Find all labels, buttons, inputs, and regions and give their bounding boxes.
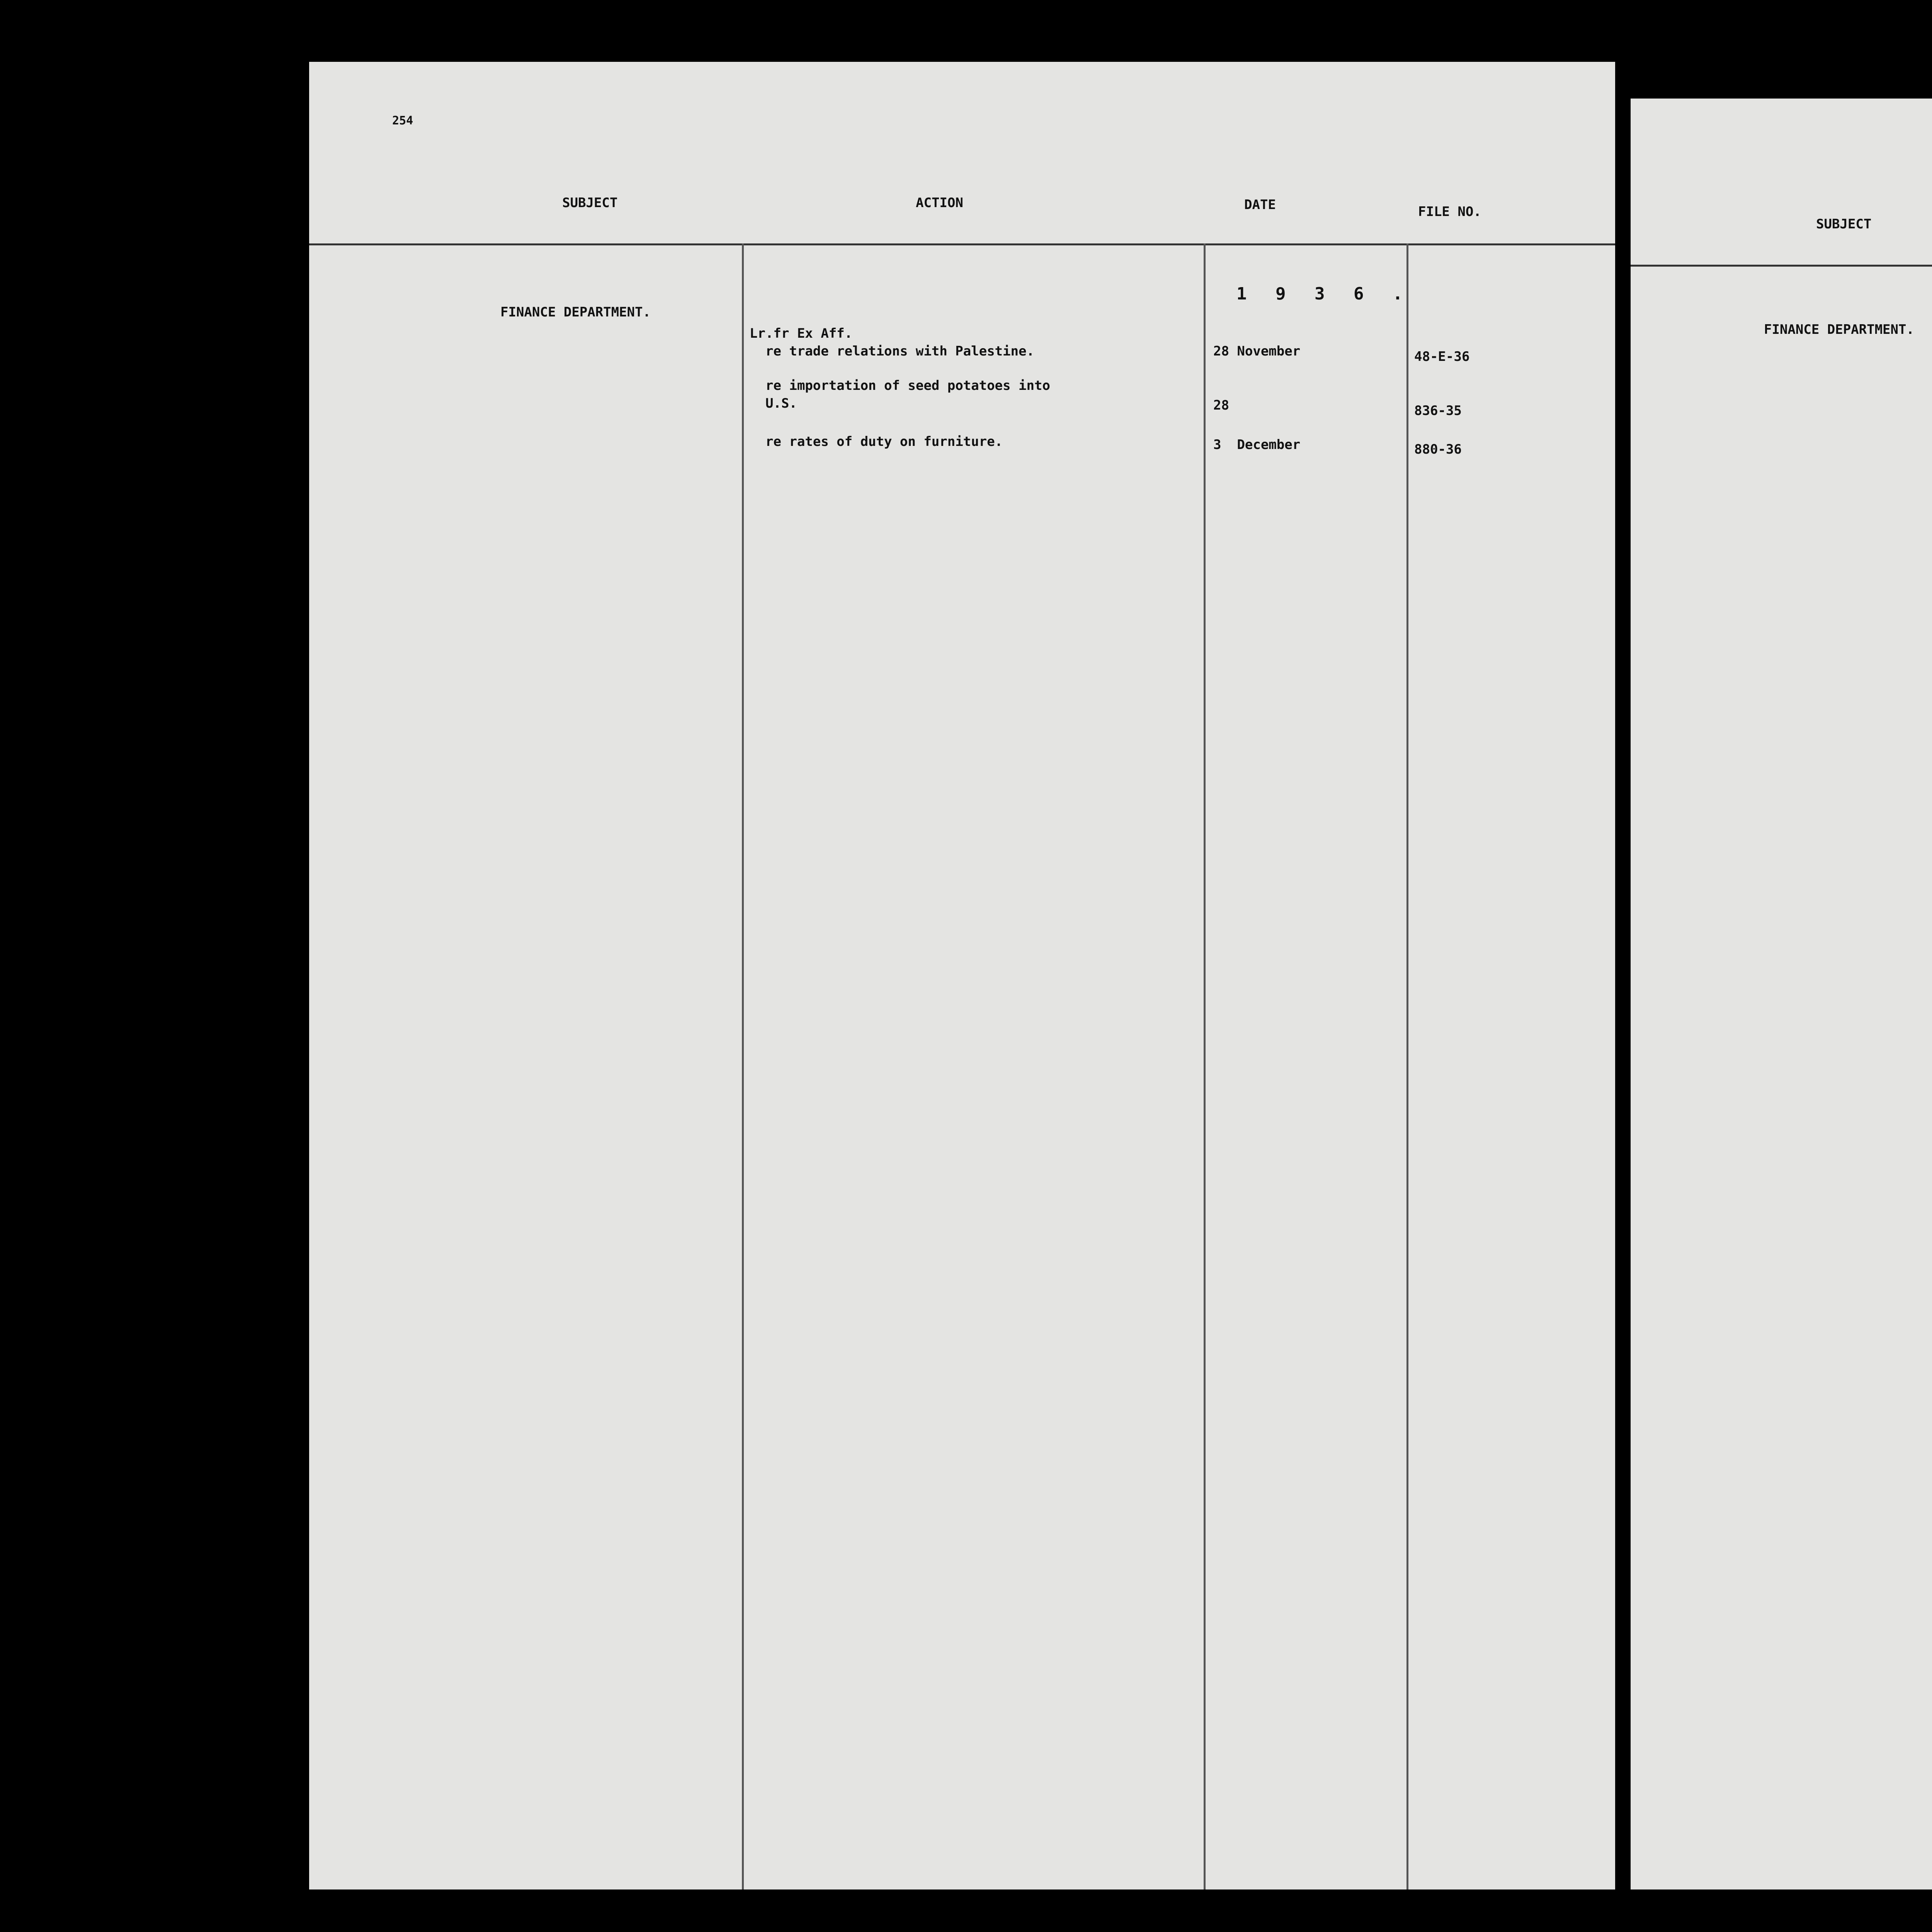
date-entry: 28 [1213,398,1229,413]
date-entry: 3 December [1213,437,1301,452]
date-header: DATE [1244,197,1276,213]
action-entry: re rates of duty on furniture. [750,434,1003,449]
date-entry: 28 November [1213,344,1301,359]
right-ledger-page [1631,99,1932,1889]
year-heading: 1 9 3 6 . [1236,284,1412,304]
file-entry: 836-35 [1414,403,1462,418]
action-entry: Lr.fr Ex Aff. re trade relations with Palestine. [750,326,1034,359]
left-ledger-page [309,62,1615,1889]
subject-entry: FINANCE DEPARTMENT. [500,304,651,320]
action-header: ACTION [916,195,963,211]
file-entry: 48-E-36 [1414,349,1470,364]
subject-header: SUBJECT [1816,216,1872,232]
subject-entry: FINANCE DEPARTMENT. [1764,322,1914,337]
action-entry: re importation of seed potatoes into U.S. [765,378,1050,411]
page-number: 254 [392,114,413,128]
header-rule [309,243,1615,245]
column-rule [1204,243,1206,1889]
subject-header: SUBJECT [562,195,618,211]
column-rule [1406,243,1408,1889]
file-header: FILE NO. [1418,204,1481,219]
header-rule [1631,265,1932,267]
column-rule [742,243,744,1889]
file-entry: 880-36 [1414,442,1462,457]
